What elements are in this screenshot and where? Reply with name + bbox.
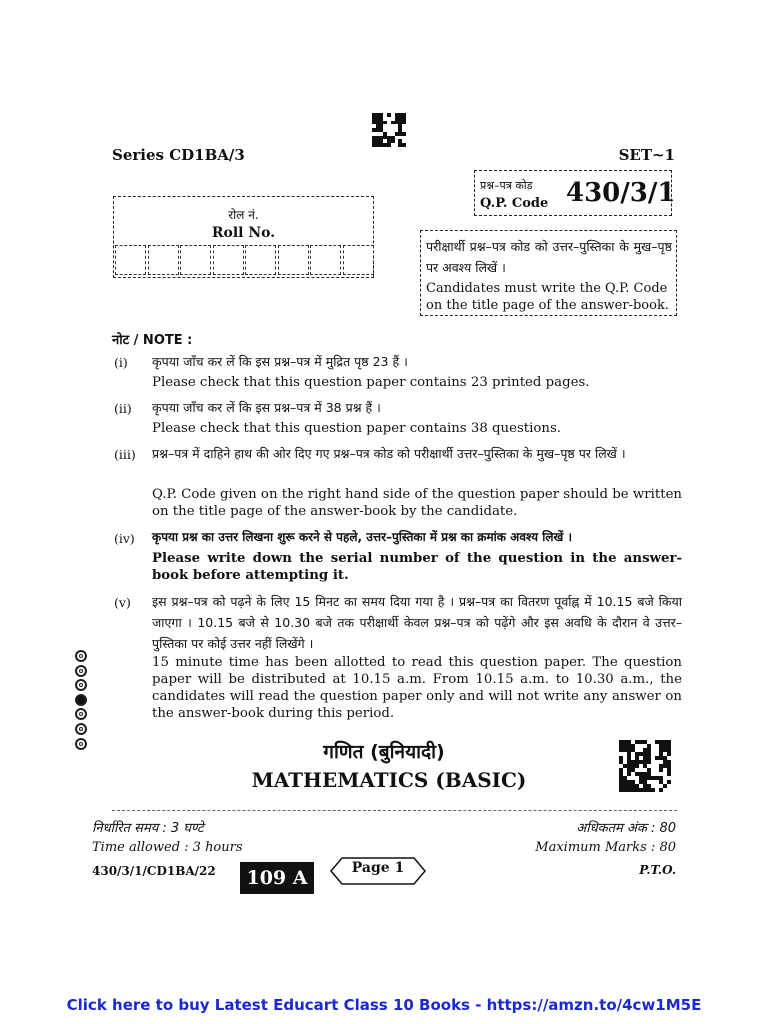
time-allowed: Time allowed : 3 hours — [92, 840, 243, 855]
concentric-ring-icon — [75, 650, 87, 662]
divider — [112, 810, 677, 811]
time-allowed-hindi: निर्धारित समय : 3 घण्टे — [92, 821, 204, 836]
roll-number-cells — [115, 245, 375, 275]
note-item-number: (v) — [114, 595, 131, 610]
note-item-english: Q.P. Code given on the right hand side of the question paper should be written on the title page of the answer-book by the candidate. — [152, 487, 682, 519]
qp-code-label-hindi: प्रश्न–पत्र कोड — [480, 179, 533, 192]
qr-code-icon — [619, 740, 671, 792]
note-item-hindi: प्रश्न–पत्र में दाहिने हाथ की ओर दिए गए प्रश्न–पत्र कोड को परीक्षार्थी उत्तर–पुस्तिका के मुख–पृष्ठ पर लिखें । — [152, 446, 626, 461]
page-number: Page 1 — [351, 860, 405, 876]
concentric-ring-icon — [75, 679, 87, 691]
note-item-number: (iv) — [114, 531, 135, 546]
concentric-ring-icon — [75, 694, 87, 706]
note-item-hindi: कृपया प्रश्न का उत्तर लिखना शुरू करने से पहले, उत्तर–पुस्तिका में प्रश्न का क्रमांक अवश्य लिखें । — [152, 530, 573, 544]
note-item-number: (ii) — [114, 401, 132, 416]
alignment-marks — [75, 650, 87, 752]
note-item-number: (iii) — [114, 447, 136, 462]
pto-label: P.T.O. — [639, 863, 676, 877]
note-item-hindi: इस प्रश्न–पत्र को पढ़ने के लिए 15 मिनट का समय दिया गया है । प्रश्न–पत्र का वितरण पूर्वाह्न में 10.15 बजे किया जाएगा । 10.15 बजे से 10.30 बजे तक परीक्षार्थी केवल प्रश्न–पत्र को पढ़ेंगे और इस अवधि के दौरान वे उत्तर–पुस्तिका पर कोई उत्तर नहीं लिखेंगे । — [152, 594, 682, 651]
roll-number-cell — [115, 245, 146, 275]
paper-badge: 109 A — [240, 862, 314, 894]
buy-books-link[interactable]: Click here to buy Latest Educart Class 10 Books - https://amzn.to/4cw1M5E — [66, 996, 702, 1014]
concentric-ring-icon — [75, 723, 87, 735]
roll-number-cell — [278, 245, 309, 275]
qp-code-label: Q.P. Code — [480, 196, 549, 211]
roll-number-label-hindi: रोल नं. — [228, 208, 259, 222]
roll-number-cell — [343, 245, 374, 275]
note-item-number: (i) — [114, 355, 128, 370]
concentric-ring-icon — [75, 665, 87, 677]
paper-code: 430/3/1/CD1BA/22 — [92, 864, 216, 878]
note-heading: नोट / NOTE : — [112, 333, 193, 348]
maximum-marks-hindi: अधिकतम अंक : 80 — [576, 821, 676, 836]
note-item-english: Please check that this question paper contains 38 questions. — [152, 421, 561, 436]
roll-number-cell — [213, 245, 244, 275]
roll-number-cell — [180, 245, 211, 275]
series-label: Series CD1BA/3 — [112, 146, 245, 164]
maximum-marks: Maximum Marks : 80 — [535, 840, 676, 855]
candidate-instruction-hindi: परीक्षार्थी प्रश्न–पत्र कोड को उत्तर–पुस्तिका के मुख–पृष्ठ पर अवश्य लिखें । — [426, 239, 672, 275]
note-item-hindi: कृपया जाँच कर लें कि इस प्रश्न–पत्र में मुद्रित पृष्ठ 23 हैं । — [152, 354, 408, 369]
note-item-english: Please write down the serial number of the question in the answer-book before attempting it. — [152, 551, 682, 583]
roll-number-label: Roll No. — [211, 225, 276, 241]
concentric-ring-icon — [75, 708, 87, 720]
subject-title-hindi: गणित (बुनियादी) — [323, 741, 445, 763]
qp-code-value: 430/3/1 — [566, 178, 676, 208]
set-label: SET~1 — [618, 146, 675, 164]
note-item-hindi: कृपया जाँच कर लें कि इस प्रश्न–पत्र में 38 प्रश्न हैं । — [152, 400, 381, 415]
roll-number-cell — [245, 245, 276, 275]
candidate-instruction-english: Candidates must write the Q.P. Code on the title page of the answer-book. — [426, 281, 669, 313]
note-item-english: Please check that this question paper contains 23 printed pages. — [152, 375, 590, 390]
roll-number-cell — [310, 245, 341, 275]
roll-number-cell — [148, 245, 179, 275]
candidate-instruction-box — [420, 230, 677, 316]
subject-title: MATHEMATICS (BASIC) — [251, 768, 527, 792]
note-item-english: 15 minute time has been allotted to read this question paper. The question paper will be distributed at 10.15 a.m. From 10.15 a.m. to 10.30 a.m., the candidates will read the question paper only and will not write any answer on the answer-book during this period. — [152, 655, 682, 721]
qr-code-icon — [372, 113, 406, 147]
